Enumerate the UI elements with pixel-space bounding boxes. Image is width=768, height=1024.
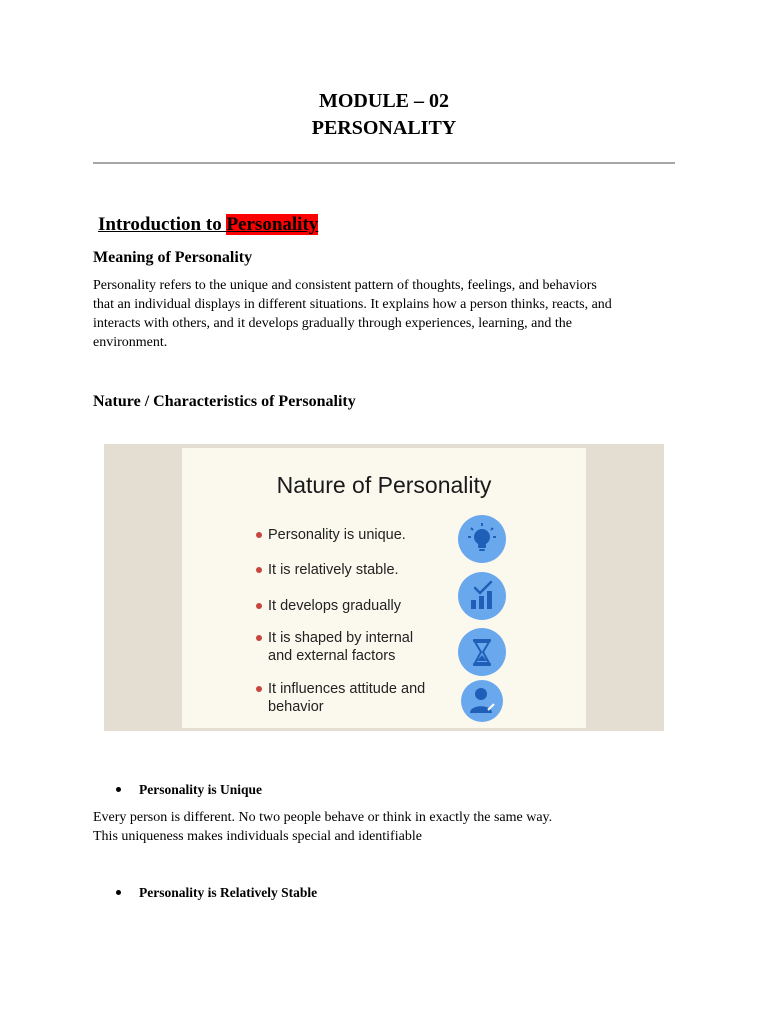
bullet-dot <box>256 603 262 609</box>
figure-item: It influences attitude and behavior <box>268 680 425 716</box>
horizontal-divider <box>93 162 675 164</box>
figure-card <box>182 448 586 728</box>
figure-item: Personality is unique. <box>268 526 406 544</box>
meaning-line: interacts with others, and it develops gradually through experiences, learning, and the <box>93 316 572 331</box>
bullet-dot <box>256 567 262 573</box>
intro-heading-prefix: Introduction to <box>98 214 227 235</box>
person-icon <box>461 680 503 722</box>
bullet-dot <box>256 635 262 641</box>
module-title <box>0 88 768 142</box>
figure-item: It is relatively stable. <box>268 561 399 579</box>
module-number: MODULE – 02 <box>319 90 449 112</box>
section-heading: Personality is Relatively Stable <box>139 884 317 902</box>
section-line: Every person is different. No two people behave or think in exactly the same way. <box>93 810 553 825</box>
bullet-dot <box>256 686 262 692</box>
bullet-dot <box>116 787 121 792</box>
meaning-heading: Meaning of Personality <box>93 249 253 266</box>
bullet-dot <box>116 890 121 895</box>
chart-check-icon <box>458 572 506 620</box>
hourglass-icon <box>458 628 506 676</box>
meaning-paragraph <box>93 276 678 352</box>
intro-heading <box>98 213 318 237</box>
section-heading: Personality is Unique <box>139 781 262 799</box>
section-paragraph <box>93 808 678 846</box>
bullet-dot <box>256 532 262 538</box>
meaning-line: environment. <box>93 335 168 350</box>
meaning-line: that an individual displays in different situations. It explains how a person thinks, reacts, and <box>93 297 612 312</box>
figure-item: It is shaped by internal and external factors <box>268 629 413 665</box>
figure-title: Nature of Personality <box>276 472 492 498</box>
figure-item: It develops gradually <box>268 597 401 615</box>
section-line: This uniqueness makes individuals special and identifiable <box>93 829 422 844</box>
module-subject: PERSONALITY <box>311 117 457 139</box>
lightbulb-icon <box>458 515 506 563</box>
nature-of-personality-image <box>104 444 664 731</box>
intro-heading-highlight: Personality <box>226 214 319 235</box>
meaning-line: Personality refers to the unique and consistent pattern of thoughts, feelings, and behaviors <box>93 278 597 293</box>
nature-heading: Nature / Characteristics of Personality <box>93 393 356 410</box>
